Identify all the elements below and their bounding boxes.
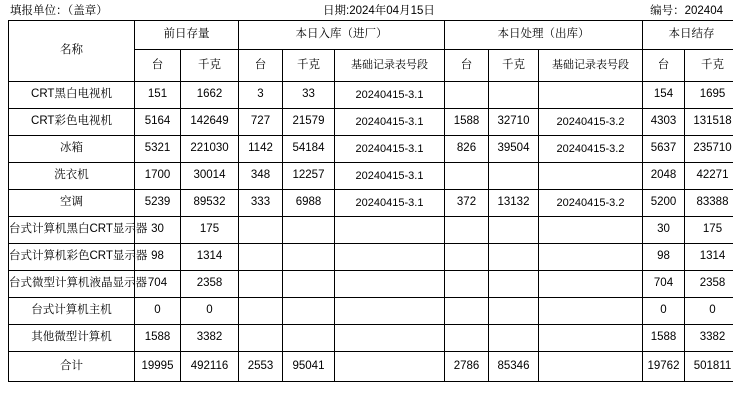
row-name: 台式微型计算机液晶显示器 (9, 271, 135, 298)
cell-in-record-code: 20240415-3.1 (335, 136, 445, 163)
cell-out-tai (445, 325, 489, 352)
cell-close-tai: 98 (643, 244, 685, 271)
cell-close-tai: 5637 (643, 136, 685, 163)
cell-in-tai (239, 217, 283, 244)
total-out-record-code (539, 352, 643, 382)
cell-in-record-code (335, 244, 445, 271)
cell-in-kg: 12257 (283, 163, 335, 190)
unit-header-prev-kg: 千克 (181, 50, 239, 82)
cell-in-tai (239, 244, 283, 271)
table-group-header-row (9, 21, 733, 50)
cell-close-kg: 1314 (685, 244, 733, 271)
cell-out-tai: 372 (445, 190, 489, 217)
total-close-kg: 501811 (685, 352, 733, 382)
report-date-label: 日期:2024年04月15日 (323, 4, 435, 17)
table-row (9, 136, 733, 163)
cell-out-kg (489, 325, 539, 352)
table-total-row (9, 352, 733, 382)
cell-close-tai: 0 (643, 298, 685, 325)
total-out-tai: 2786 (445, 352, 489, 382)
cell-prev-tai: 0 (135, 298, 181, 325)
cell-close-kg: 131518 (685, 109, 733, 136)
cell-close-kg: 3382 (685, 325, 733, 352)
cell-prev-tai: 704 (135, 271, 181, 298)
cell-prev-kg: 89532 (181, 190, 239, 217)
cell-out-tai (445, 271, 489, 298)
row-name: 台式计算机黑白CRT显示器 (9, 217, 135, 244)
column-group-processed: 本日处理（出库） (445, 21, 643, 50)
cell-in-kg (283, 298, 335, 325)
table-row (9, 217, 733, 244)
cell-in-kg (283, 271, 335, 298)
cell-out-record-code: 20240415-3.2 (539, 136, 643, 163)
cell-prev-tai: 151 (135, 82, 181, 109)
cell-out-record-code (539, 298, 643, 325)
total-close-tai: 19762 (643, 352, 685, 382)
cell-in-tai (239, 271, 283, 298)
cell-out-kg (489, 163, 539, 190)
cell-prev-kg: 221030 (181, 136, 239, 163)
cell-prev-kg: 3382 (181, 325, 239, 352)
cell-prev-kg: 0 (181, 298, 239, 325)
total-prev-tai: 19995 (135, 352, 181, 382)
table-row (9, 271, 733, 298)
cell-in-record-code (335, 217, 445, 244)
table-row (9, 244, 733, 271)
cell-prev-tai: 5239 (135, 190, 181, 217)
cell-out-record-code (539, 163, 643, 190)
unit-header-in-kg: 千克 (283, 50, 335, 82)
cell-close-kg: 0 (685, 298, 733, 325)
unit-header-in-tai: 台 (239, 50, 283, 82)
cell-in-record-code: 20240415-3.1 (335, 190, 445, 217)
total-prev-kg: 492116 (181, 352, 239, 382)
row-name: 空调 (9, 190, 135, 217)
cell-out-record-code (539, 82, 643, 109)
cell-close-kg: 1695 (685, 82, 733, 109)
cell-close-tai: 704 (643, 271, 685, 298)
total-in-tai: 2553 (239, 352, 283, 382)
cell-in-record-code (335, 298, 445, 325)
column-group-closing-stock: 本日结存 (643, 21, 733, 50)
cell-out-tai (445, 163, 489, 190)
table-row (9, 163, 733, 190)
cell-out-record-code: 20240415-3.2 (539, 109, 643, 136)
table-row (9, 298, 733, 325)
table-row (9, 109, 733, 136)
cell-in-kg: 33 (283, 82, 335, 109)
row-name: 洗衣机 (9, 163, 135, 190)
cell-close-tai: 1588 (643, 325, 685, 352)
row-name: CRT黑白电视机 (9, 82, 135, 109)
row-name: 冰箱 (9, 136, 135, 163)
cell-prev-kg: 1662 (181, 82, 239, 109)
cell-prev-tai: 5164 (135, 109, 181, 136)
cell-prev-tai: 98 (135, 244, 181, 271)
cell-prev-kg: 142649 (181, 109, 239, 136)
total-in-kg: 95041 (283, 352, 335, 382)
cell-close-kg: 2358 (685, 271, 733, 298)
row-name: 台式计算机彩色CRT显示器 (9, 244, 135, 271)
cell-out-kg (489, 217, 539, 244)
cell-prev-kg: 2358 (181, 271, 239, 298)
cell-in-tai: 727 (239, 109, 283, 136)
cell-out-kg (489, 244, 539, 271)
cell-out-tai (445, 244, 489, 271)
total-out-kg: 85346 (489, 352, 539, 382)
unit-header-out-kg: 千克 (489, 50, 539, 82)
cell-out-tai: 826 (445, 136, 489, 163)
cell-close-kg: 235710 (685, 136, 733, 163)
cell-in-tai (239, 325, 283, 352)
cell-out-record-code (539, 271, 643, 298)
row-name: 其他微型计算机 (9, 325, 135, 352)
table-body (9, 82, 733, 382)
row-name: 台式计算机主机 (9, 298, 135, 325)
cell-in-kg: 6988 (283, 190, 335, 217)
unit-header-close-tai: 台 (643, 50, 685, 82)
column-group-inbound: 本日入库（进厂） (239, 21, 445, 50)
cell-in-kg: 54184 (283, 136, 335, 163)
table-row (9, 190, 733, 217)
cell-out-record-code (539, 217, 643, 244)
cell-close-kg: 175 (685, 217, 733, 244)
cell-in-kg: 21579 (283, 109, 335, 136)
cell-out-kg: 13132 (489, 190, 539, 217)
cell-in-record-code (335, 271, 445, 298)
cell-out-kg (489, 298, 539, 325)
cell-close-kg: 83388 (685, 190, 733, 217)
column-group-previous-stock: 前日存量 (135, 21, 239, 50)
table-row (9, 82, 733, 109)
unit-header-in-record-code: 基础记录表号段 (335, 50, 445, 82)
cell-prev-tai: 30 (135, 217, 181, 244)
cell-close-kg: 42271 (685, 163, 733, 190)
cell-out-kg: 32710 (489, 109, 539, 136)
cell-close-tai: 5200 (643, 190, 685, 217)
cell-prev-kg: 30014 (181, 163, 239, 190)
reporting-unit-label: 填报单位：（盖章） (10, 4, 108, 17)
unit-header-out-tai: 台 (445, 50, 489, 82)
cell-in-tai: 1142 (239, 136, 283, 163)
total-in-record-code (335, 352, 445, 382)
cell-close-tai: 154 (643, 82, 685, 109)
document-header (8, 0, 725, 20)
cell-out-kg (489, 271, 539, 298)
row-name-total: 合计 (9, 352, 135, 382)
cell-prev-tai: 1700 (135, 163, 181, 190)
cell-out-kg: 39504 (489, 136, 539, 163)
cell-prev-kg: 1314 (181, 244, 239, 271)
cell-in-tai: 348 (239, 163, 283, 190)
inventory-table (8, 20, 733, 382)
cell-prev-tai: 1588 (135, 325, 181, 352)
unit-header-close-kg: 千克 (685, 50, 733, 82)
cell-out-tai (445, 298, 489, 325)
cell-in-tai: 3 (239, 82, 283, 109)
cell-prev-tai: 5321 (135, 136, 181, 163)
cell-close-tai: 30 (643, 217, 685, 244)
cell-in-record-code: 20240415-3.1 (335, 109, 445, 136)
report-number-label: 编号：202404 (650, 4, 723, 17)
column-header-name: 名称 (9, 21, 135, 82)
cell-out-record-code (539, 244, 643, 271)
table-row (9, 325, 733, 352)
cell-out-tai (445, 82, 489, 109)
cell-out-tai: 1588 (445, 109, 489, 136)
cell-close-tai: 2048 (643, 163, 685, 190)
cell-in-kg (283, 244, 335, 271)
cell-out-record-code (539, 325, 643, 352)
cell-prev-kg: 175 (181, 217, 239, 244)
cell-in-tai (239, 298, 283, 325)
cell-out-record-code: 20240415-3.2 (539, 190, 643, 217)
cell-out-tai (445, 217, 489, 244)
cell-in-record-code: 20240415-3.1 (335, 82, 445, 109)
unit-header-out-record-code: 基础记录表号段 (539, 50, 643, 82)
cell-in-kg (283, 325, 335, 352)
cell-in-record-code (335, 325, 445, 352)
unit-header-prev-tai: 台 (135, 50, 181, 82)
cell-out-kg (489, 82, 539, 109)
cell-in-record-code: 20240415-3.1 (335, 163, 445, 190)
cell-close-tai: 4303 (643, 109, 685, 136)
row-name: CRT彩色电视机 (9, 109, 135, 136)
cell-in-tai: 333 (239, 190, 283, 217)
cell-in-kg (283, 217, 335, 244)
